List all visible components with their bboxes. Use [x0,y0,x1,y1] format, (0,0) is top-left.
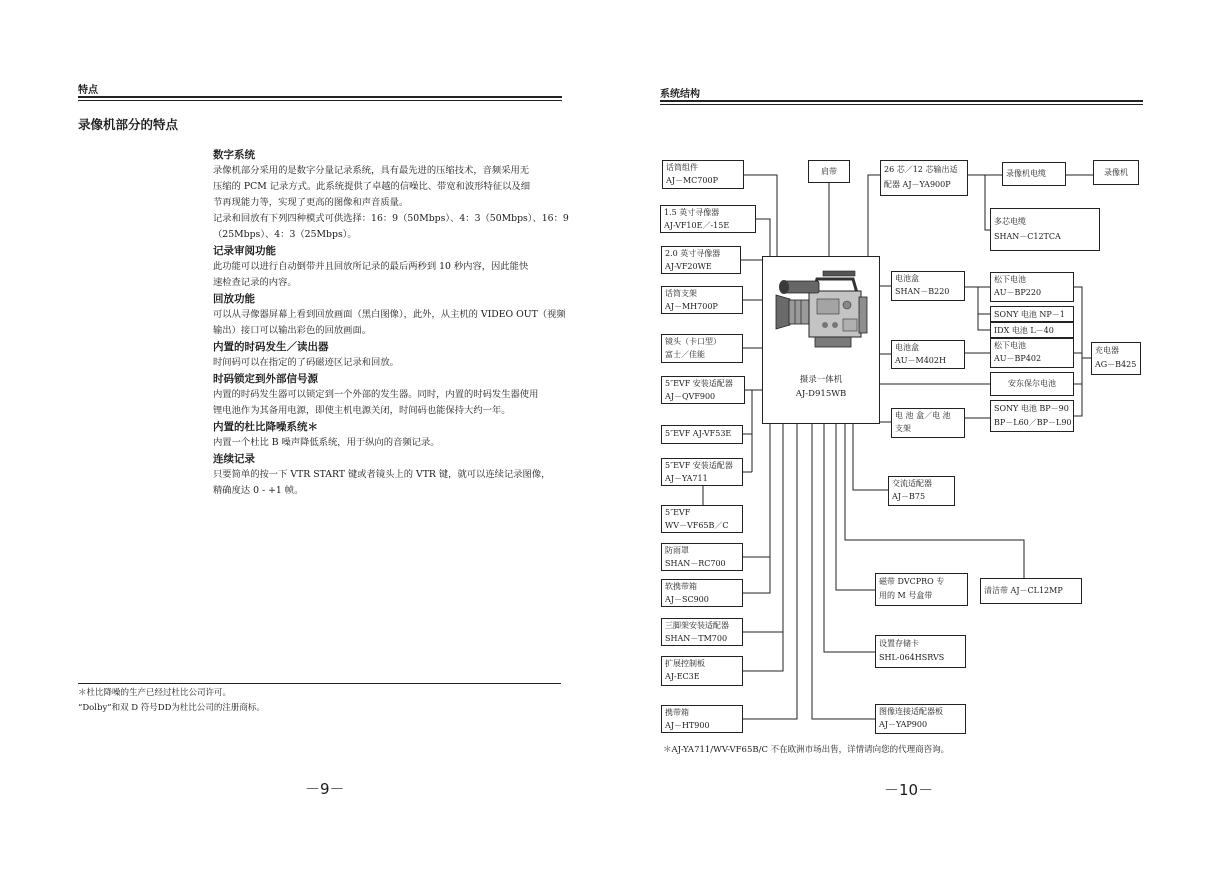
box-model: AJ－SC900 [665,594,709,604]
box-model: 配器 AJ－YA900P [884,180,951,189]
footnote: ＊杜比降噪的生产已经过杜比公司许可。 [78,688,232,698]
box-label: SONY 电池 NP－1 [994,310,1065,319]
box-model: AU－M402H [895,355,946,365]
cleaning-tape-box [980,578,1082,604]
ac-adapter-box [888,476,955,506]
box-model: 富士／佳能 [665,349,705,359]
battery-holder-box [891,408,965,438]
box-label: 图像连接适配器板 [879,707,943,716]
body-line: 只要简单的按一下 VTR START 键或者镜头上的 VTR 键，就可以连续记录图像， [213,469,551,480]
box-model: AU－BP402 [994,353,1042,363]
shoulder-strap-box [808,160,850,183]
box-label: 电池盒 [895,343,919,352]
box-label: 磁带 DVCPRO 专 [879,577,945,586]
evf-vf53e-box [661,425,743,444]
battery-np1-box [990,306,1074,322]
box-model: AJ-VF20WE [665,261,712,271]
vtr-cable-box [1002,162,1066,186]
box-label: 扩展控制板 [665,659,705,668]
body-line: 速检查记录的内容。 [213,277,297,288]
box-model: AJ－YA711 [665,473,708,483]
box-label: 携带箱 [665,708,689,717]
box-label: 话筒支架 [665,289,697,298]
connector-line [756,219,770,256]
dvcpro-tape-box [875,573,968,606]
box-label: 录像机 [1104,168,1128,177]
box-model: SHAN－RC700 [665,558,726,568]
connector-line [1074,287,1082,416]
battery-sony-bp-box [990,400,1074,432]
body-line: 内置的时码发生器可以锁定到一个外部的发生器。同时，内置的时码发生器使用 [213,389,539,400]
box-model: WV－VF65B／C [665,520,729,530]
body-line: 时间码可以在指定的了码磁迹区记录和回放。 [213,357,399,368]
camcorder-unit [762,256,880,424]
connector-line [836,424,875,590]
body-line: 压缩的 PCM 记录方式。此系统提供了卓越的信噪比、带宽和波形特征以及细 [213,181,531,192]
section-heading: 内置的时码发生／读出器 [213,341,329,353]
box-label: 5″EVF [665,508,691,517]
extension-control-box [661,656,743,686]
box-label: 软携带箱 [665,582,697,591]
box-label: 1.5 英寸寻像器 [664,208,720,217]
body-line: 记录和回放有下列四种模式可供选择：16：9（50Mbps）、4：3（50Mbps）、16：9 [213,213,569,224]
rain-cover-box [661,543,743,571]
connector-line [743,424,783,671]
box-label: 松下电池 [994,275,1026,284]
box-model: AJ－HT900 [665,720,710,730]
box-label: 镜头（卡口型） [665,337,721,346]
multi-core-cable-box [990,208,1100,251]
box-model: SHAN－TM700 [665,633,728,643]
box-label: 电 池 盒／电 池 [895,411,951,420]
evf-adapter-ya711-box [661,458,743,486]
section-heading: 数字系统 [213,149,255,161]
body-line: 可以从寻像器屏幕上看到回放画面（黑白图像），此外，从主机的 VIDEO OUT（视频 [213,309,566,320]
battery-anton-bauer-box [990,372,1074,396]
body-line: 录像机部分采用的是数字分量记录系统，具有最先进的压缩技术，音频采用无 [213,165,530,176]
box-label: 松下电池 [994,341,1026,350]
charger-box [1091,342,1141,375]
footnote: “Dolby”和双 D 符号DD为杜比公司的注册商标。 [78,703,265,713]
box-label: 安东保尔电池 [1008,379,1056,388]
connector-line [868,175,880,256]
right-page-header: 系统结构 [660,89,700,100]
connector-line [812,424,875,719]
box-label: 话筒组件 [666,163,698,172]
page-number: －10－ [884,781,934,799]
box-label: 设置存储卡 [879,639,919,648]
box-label: 充电器 [1095,346,1119,355]
battery-case-b220-box [891,271,965,301]
body-line: （25Mbps）、4：3（25Mbps）。 [213,229,357,240]
microphone-holder-box [661,286,743,314]
page-title: 录像机部分的特点 [78,117,179,132]
evf-adapter-qvf900-box [661,376,745,404]
setup-card-box [875,635,966,668]
battery-bp220-box [990,272,1074,302]
box-label: 5″EVF 安装适配器 [665,461,733,470]
diagram-footnote: ＊AJ-YA711/WV-VF65B/C 不在欧洲市场出售，详情请向您的代理商咨询。 [663,745,950,755]
section-heading: 记录审阅功能 [213,245,276,257]
box-label: 26 芯／12 芯输出适 [884,165,958,174]
box-label: 5″EVF 安装适配器 [665,379,733,388]
box-model: BP－L60／BP－L90 [994,418,1072,427]
box-model: AJ－B75 [892,491,926,501]
body-line: 输出）接口可以输出彩色的回放画面。 [213,325,372,336]
box-label: 三脚架安装适配器 [665,621,729,630]
body-line: 节再现能力等，实现了更高的图像和声音质量。 [213,197,409,208]
box-label: SONY 电池 BP－90 [994,404,1069,413]
box-model: AJ－MH700P [665,301,718,311]
box-label: IDX 电池 L－40 [994,326,1054,335]
box-model: AJ-EC3E [665,671,700,681]
vtr-box [1093,160,1139,185]
evf-vf65-box [661,505,743,533]
box-model: AJ－QVF900 [665,391,716,401]
box-model: AJ－YAP900 [879,719,928,729]
box-model: SHL-064HSRVS [879,653,945,662]
camera-model: AJ-D915WB [795,389,847,399]
section-heading: 回放功能 [213,293,255,305]
microphone-kit-box [662,160,744,189]
box-model: AJ－MC700P [666,175,718,185]
soft-case-box [661,579,743,607]
box-label: 交流适配器 [892,479,932,488]
battery-case-m402-box [891,340,965,369]
box-model: 用的 M 号盒带 [879,591,933,600]
carrying-case-box [661,705,743,733]
box-model: AJ-VF10E／-15E [664,220,730,230]
connector-line [978,287,990,330]
box-label: 多芯电缆 [994,217,1026,226]
connector-line [824,424,875,652]
section-heading: 时码锁定到外部信号源 [213,373,318,385]
box-label: 电池盒 [895,274,919,283]
connector-line [853,424,888,490]
lens-box [661,334,743,363]
connector-line [743,424,770,593]
box-model: SHAN－B220 [895,286,950,296]
box-model: SHAN－C12TCA [994,232,1061,241]
battery-bp402-box [990,338,1074,368]
camcorder-image [771,267,871,363]
box-label: 2.0 英寸寻像器 [665,249,721,258]
body-line: 内置一个杜比 B 噪声降低系统，用于纵向的音频记录。 [213,437,440,448]
body-line: 锂电池作为其备用电源，即使主机电源关闭，时间码也能保持大约一年。 [213,405,511,416]
box-model: AG－B425 [1095,360,1137,369]
camera-name: 摄录一体机 [799,375,843,385]
box-label: 清洁带 AJ－CL12MP [984,586,1063,595]
left-page-header: 特点 [78,85,98,96]
tripod-adapter-box [661,618,743,646]
section-heading: 连续记录 [213,453,255,465]
body-line: 此功能可以进行自动倒带并且回放所记录的最后两秒到 10 秒内容，因此能快 [213,261,529,272]
battery-idx-box [990,322,1074,338]
box-model: 支架 [895,423,911,433]
box-label: 录像机电缆 [1006,169,1046,178]
box-label: 防雨罩 [665,546,689,555]
body-line: 精确度达 0 - +1 帧。 [213,485,304,496]
viewfinder-2-0-box [661,246,741,274]
output-adapter-box [880,160,968,196]
section-heading: 内置的杜比降噪系统＊ [213,421,318,433]
image-adapter-board-box [875,704,966,734]
box-label: 肩带 [821,167,837,176]
box-model: AU－BP220 [994,287,1042,297]
viewfinder-1-5-box [660,205,756,233]
page-number: －9－ [305,780,345,798]
box-label: 5″EVF AJ-VF53E [665,429,732,438]
